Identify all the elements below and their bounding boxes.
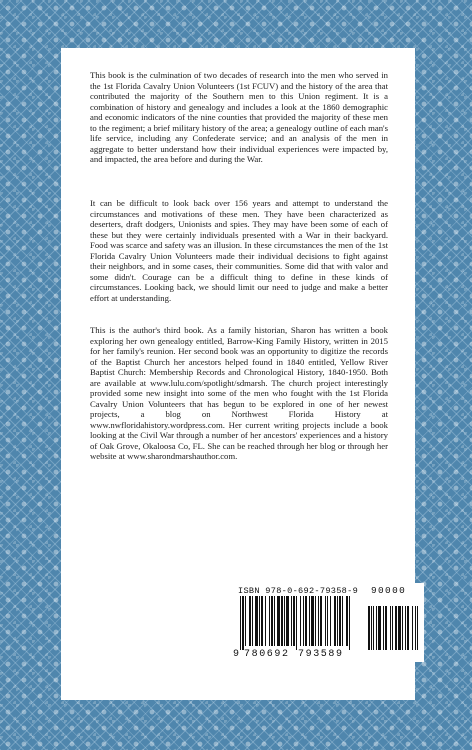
barcode-bar <box>261 596 263 646</box>
barcode-bar <box>337 596 338 646</box>
addon-bar <box>395 606 397 650</box>
barcode-bar <box>325 596 326 646</box>
barcode-bar <box>346 596 348 646</box>
barcode-bar <box>342 596 343 646</box>
barcode-bar <box>240 596 241 650</box>
addon-bar <box>368 606 370 650</box>
price-code: 90000 <box>371 585 407 596</box>
barcode-bar <box>300 596 301 646</box>
barcode-bar <box>291 596 292 646</box>
summary-paragraph <box>90 70 388 165</box>
barcode-bar <box>311 596 314 646</box>
addon-bar <box>412 606 413 650</box>
barcode-bar <box>249 596 251 646</box>
addon-bar <box>405 606 406 650</box>
barcode-bar <box>305 596 307 646</box>
addon-bar <box>398 606 401 650</box>
addon-bar <box>417 606 418 650</box>
addon-bar <box>378 606 381 650</box>
barcode-bar <box>318 596 319 646</box>
barcode-bar <box>259 596 260 646</box>
barcode-digit-lead: 9 <box>233 649 240 660</box>
barcode-digits-left: 780692 <box>244 649 290 660</box>
addon-bar <box>402 606 403 650</box>
barcode-bar <box>303 596 304 646</box>
barcode-digits-right: 793589 <box>298 649 344 660</box>
barcode-bar <box>252 596 253 646</box>
addon-bar <box>376 606 377 650</box>
isbn-label: ISBN 978-0-692-79358-9 <box>238 586 359 596</box>
barcode-bar <box>334 596 336 646</box>
addon-bar <box>385 606 387 650</box>
barcode-bar <box>349 596 350 650</box>
barcode-bar <box>309 596 310 646</box>
addon-bar <box>392 606 393 650</box>
barcode-bars <box>232 596 424 651</box>
paragraph-3: This is the author's third book. As a family historian, Sharon has written a book exploring her own genealogy entitled, Barrow-King Family History, written in 2015 for her family's reunion. Her second book was an opportunity to digitize the records of the Baptist Church her ancestors helped found in 1840 entitled, Yellow River Baptist Church: Membership Records and Chronological History, 1840-1950. Both are available at www.lulu.com/spotlight/sdmarsh. The church project interestingly provided some new insight into some of the men who fought with the 1st Florida Cavalry Union Volunteers that has begun to be explored in one of her newest projects, a blog on Northwest Florida History at www.nwfloridahistory.wordpress.com. Her current writing projects include a book looking at the Civil War through a number of her ancestors' experiences and a history of Oak Grove, Okaloosa Co, FL. She can be reached through her blog or through her website at www.sharondmarshauthor.com. <box>90 325 388 461</box>
barcode-bar <box>255 596 258 646</box>
isbn-barcode <box>232 583 424 662</box>
barcode-bar <box>339 596 341 646</box>
barcode-bar <box>277 596 280 646</box>
addon-bar <box>390 606 391 650</box>
paragraph-1: This book is the culmination of two decades of research into the men who served in the 1st Florida Cavalry Union Volunteers (1st FCUV) and the history of the area that contributed the majority of the Southern men to this Union regiment. It is a combination of history and genealogy and includes a look at the 1860 demographic and economic indicators of the nine counties that provided the majority of these men to the regiment; a brief military history of the area; a genealogy outline of each man's life service, including any Confederate service; and an analysis of the men in aggregate to better understand how their individual experiences were impacted by, and impacted, the area before and during the War. <box>90 70 388 164</box>
context-paragraph <box>90 198 388 303</box>
barcode-bar <box>296 596 297 650</box>
barcode-bar <box>293 596 295 646</box>
barcode-bar <box>327 596 328 646</box>
barcode-bar <box>271 596 273 646</box>
addon-bar <box>373 606 374 650</box>
barcode-bar <box>269 596 270 646</box>
barcode-bar <box>284 596 285 646</box>
addon-bar <box>383 606 384 650</box>
barcode-bar <box>245 596 246 646</box>
addon-bar <box>407 606 409 650</box>
addon-bar <box>415 606 416 650</box>
barcode-bar <box>320 596 322 646</box>
barcode-bar <box>265 596 266 646</box>
barcode-bar <box>281 596 283 646</box>
barcode-bar <box>315 596 316 646</box>
barcode-bar <box>274 596 275 646</box>
barcode-bar <box>330 596 331 646</box>
barcode-bar <box>242 596 244 650</box>
addon-bar <box>371 606 372 650</box>
paragraph-2: It can be difficult to look back over 156 years and attempt to understand the circumstances and motivations of these men. They have been characterized as deserters, draft dodgers, Unionists and spies. They may have been some of each of these but they were certainly individuals presented with a War in their backyard. Food was scarce and safety was an illusion. In these circumstances the men of the 1st Florida Cavalry Union Volunteers made their individual decisions to fight against their neighbors, and in some cases, their communities. Some did that with valor and some didn't. Courage can be a difficult thing to define in these kinds of circumstances. Looking back, we should limit our need to judge and make a better effort at understanding. <box>90 198 388 303</box>
barcode-bar <box>286 596 289 646</box>
author-bio-paragraph <box>90 325 388 462</box>
